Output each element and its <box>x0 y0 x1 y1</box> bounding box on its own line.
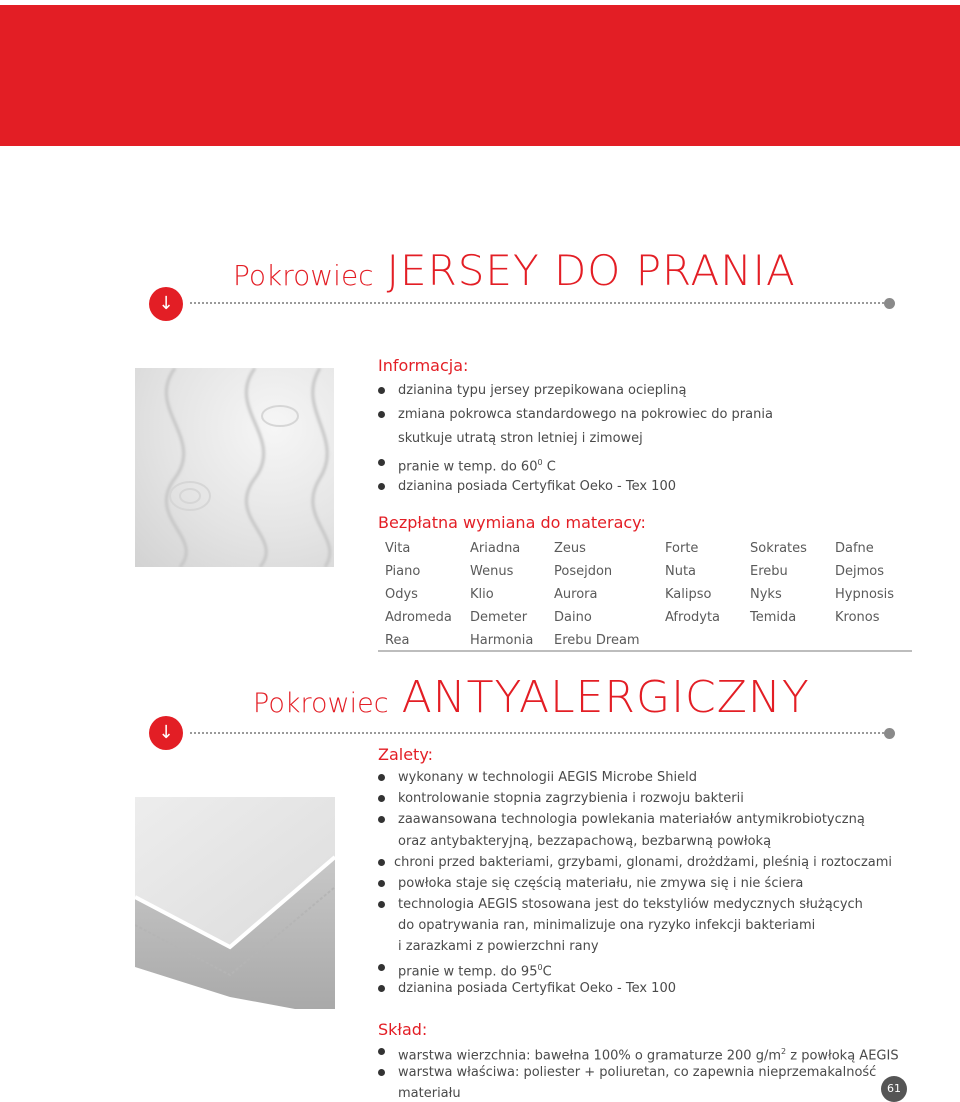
mattress-name: Afrodyta <box>665 610 721 625</box>
list-item-continuation: oraz antybakteryjną, bezzapachową, bezbarwną powłoką <box>398 834 772 849</box>
section2-title-big: ANTYALERGICZNY <box>401 672 810 723</box>
bullet-icon <box>378 901 385 908</box>
mattress-name: Piano <box>385 564 421 579</box>
mattress-name: Dejmos <box>835 564 885 579</box>
bullet-icon <box>378 964 385 971</box>
mattress-name: Ariadna <box>470 541 521 556</box>
section1-divider-end <box>884 298 895 309</box>
mattress-name: Forte <box>665 541 699 556</box>
top-red-band <box>0 5 960 146</box>
section1-divider <box>190 302 884 304</box>
bullet-icon <box>378 774 385 781</box>
mattress-name: Nyks <box>750 587 782 602</box>
bullet-icon <box>378 859 385 866</box>
page-number: 61 <box>881 1076 907 1102</box>
mattress-name: Posejdon <box>554 564 613 579</box>
section2-title-small: Pokrowiec <box>253 688 389 719</box>
advantages-heading: Zalety: <box>378 745 434 764</box>
bullet-icon <box>378 459 385 466</box>
mattress-name: Odys <box>385 587 418 602</box>
table-bottom-rule <box>378 650 912 652</box>
composition-heading: Skład: <box>378 1020 428 1039</box>
bullet-icon <box>378 1048 385 1055</box>
mattress-name: Kalipso <box>665 587 712 602</box>
mattress-name: Aurora <box>554 587 598 602</box>
mattress-cover-photo <box>135 797 335 1009</box>
section2-divider <box>190 732 884 734</box>
mattress-name: Kronos <box>835 610 880 625</box>
mattress-name: Vita <box>385 541 411 556</box>
section1-title <box>233 246 796 295</box>
jersey-fabric-photo <box>135 368 334 567</box>
list-item-continuation: skutkuje utratą stron letniej i zimowej <box>398 431 643 446</box>
mattress-name: Zeus <box>554 541 586 556</box>
list-item-continuation: i zarazkami z powierzchni rany <box>398 939 599 954</box>
section1-title-small: Pokrowiec <box>233 259 374 292</box>
mattress-name: Sokrates <box>750 541 807 556</box>
mattress-name: Demeter <box>470 610 528 625</box>
mattress-name: Nuta <box>665 564 697 579</box>
bullet-icon <box>378 880 385 887</box>
section1-title-big: JERSEY DO PRANIA <box>386 246 796 295</box>
mattress-name: Dafne <box>835 541 874 556</box>
section2-title <box>253 672 810 723</box>
mattress-name: Adromeda <box>385 610 452 625</box>
mattress-name: Erebu <box>750 564 788 579</box>
mattress-name: Rea <box>385 633 410 648</box>
bullet-icon <box>378 1069 385 1076</box>
bullet-icon <box>378 387 385 394</box>
arrow-down-icon: ↓ <box>149 287 183 321</box>
bullet-icon <box>378 411 385 418</box>
mattress-name: Daino <box>554 610 592 625</box>
info-heading: Informacja: <box>378 356 469 375</box>
mattress-name: Wenus <box>470 564 514 579</box>
section2-divider-end <box>884 728 895 739</box>
mattress-name: Hypnosis <box>835 587 895 602</box>
list-item-continuation: do opatrywania ran, minimalizuje ona ryzyko infekcji bakteriami <box>398 918 816 933</box>
mattress-name: Temida <box>750 610 797 625</box>
arrow-down-icon: ↓ <box>149 716 183 750</box>
list-item-continuation: materiału <box>398 1086 461 1101</box>
exchange-heading: Bezpłatna wymiana do materacy: <box>378 513 646 532</box>
bullet-icon <box>378 816 385 823</box>
mattress-name: Klio <box>470 587 494 602</box>
bullet-icon <box>378 795 385 802</box>
mattress-name: Harmonia <box>470 633 534 648</box>
mattress-name: Erebu Dream <box>554 633 640 648</box>
bullet-icon <box>378 985 385 992</box>
bullet-icon <box>378 483 385 490</box>
